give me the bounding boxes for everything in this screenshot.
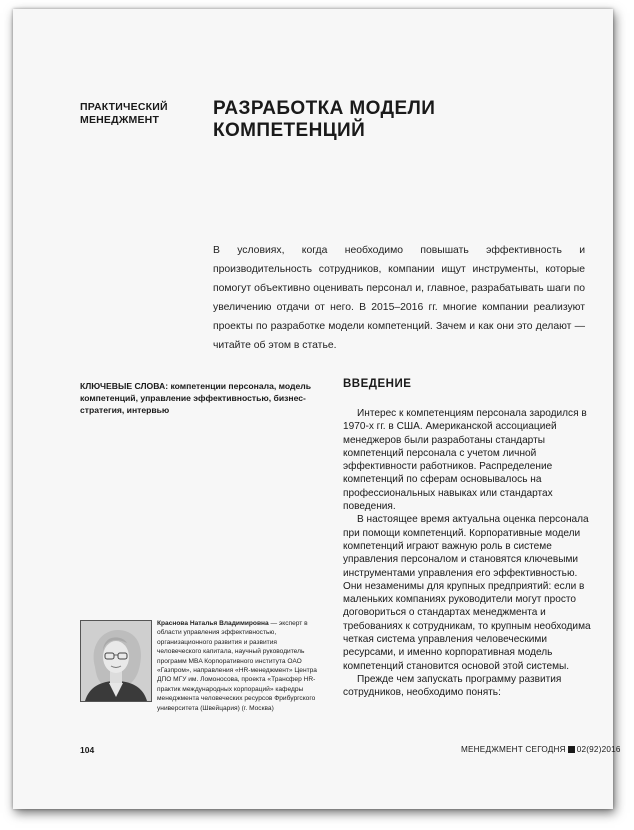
page-number: 104	[80, 745, 95, 755]
journal-footer	[461, 745, 621, 754]
magazine-page	[13, 9, 621, 809]
article-title: РАЗРАБОТКА МОДЕЛИ КОМПЕТЕНЦИЙ	[213, 98, 436, 141]
author-portrait-image	[81, 621, 151, 701]
author-photo	[80, 620, 152, 702]
body-paragraph: Прежде чем запускать программу развития сотрудников, необходимо понять:	[343, 673, 562, 699]
article-lead: В условиях, когда необходимо повышать эффективность и производительность сотрудников, компании ищут инструменты, которые помогут объективно оценивать персонал и, главное, разрабатывать шаги по увеличению отдачи от него. В 2015–2016 гг. многие компании реализуют проекты по разработке модели компетенций. Зачем и как они это делают — читайте об этом в статье.	[213, 245, 585, 351]
journal-issue: 02(92)2016	[576, 745, 621, 754]
section-label-line1: ПРАКТИЧЕСКИЙ	[80, 101, 168, 113]
body-paragraph: В настоящее время актуальна оценка персонала при помощи компетенций. Корпоративные модели компетенций играют важную роль в системе управления персоналом и становятся ключевыми инструментами управления его эффективностью. Они незаменимы для крупных предприятий: если в маленьких компаниях руководители могут просто договориться о стандартах менеджмента и требованиях к сотрудникам, то крупным необходима четкая система управления человеческими ресурсами, и именно корпоративная модель компетенций становится основой этой системы.	[343, 514, 591, 672]
keywords: КЛЮЧЕВЫЕ СЛОВА: компетенции персонала, модель компетенций, управление эффективностью, бизнес-стратегия, интервью	[80, 381, 312, 415]
author-bio: — эксперт в области управления эффективностью, организационного развития и развития человеческого капитала, научный руководитель программ MBA Корпоративного института ОАО «Газпром», направления «HR-менеджмент» Центра ДПО МГУ им. Ломоносова, проекта «Трансфер HR-практик международных корпораций» кафедры менеджмента человеческих ресурсов Фрибургского университета (Швейцария) (г. Москва)	[157, 620, 317, 712]
author-info	[157, 619, 321, 713]
article-body	[343, 407, 591, 700]
section-label-line2: МЕНЕДЖМЕНТ	[80, 114, 160, 126]
journal-name: МЕНЕДЖМЕНТ СЕГОДНЯ	[461, 745, 566, 754]
author-name: Краснова Наталья Владимировна	[157, 620, 269, 627]
square-icon	[568, 746, 575, 753]
intro-heading: ВВЕДЕНИЕ	[343, 378, 412, 390]
section-label	[80, 101, 190, 127]
body-paragraph: Интерес к компетенциям персонала зародился в 1970-х гг. в США. Американской ассоциацией менеджеров были разработаны стандарты компетенций персонала с учетом личной эффективности работников. Распределение компетенций по сферам основывалось на профессиональных навыках или стандартах поведения.	[343, 408, 587, 513]
